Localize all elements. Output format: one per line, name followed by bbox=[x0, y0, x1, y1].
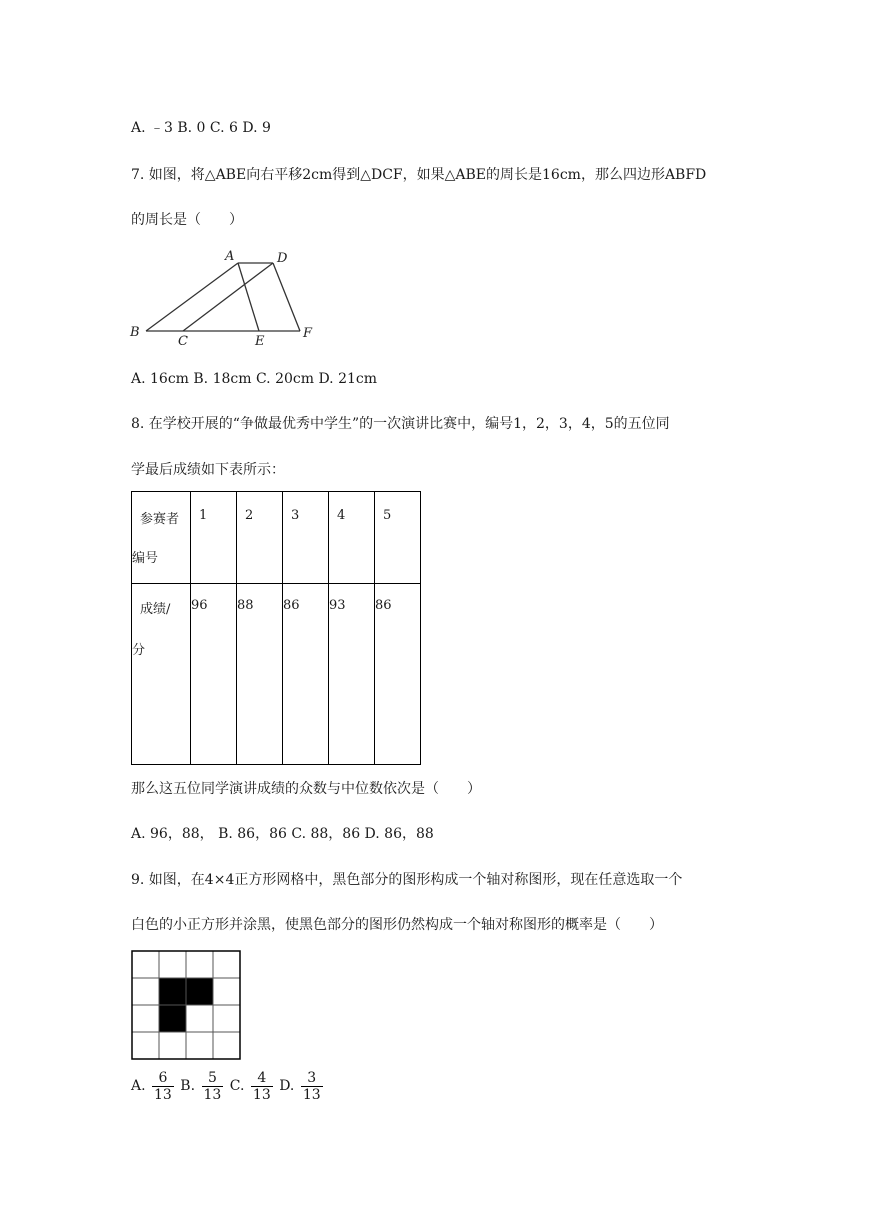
label-B: B bbox=[130, 325, 140, 340]
grid-cell-white bbox=[213, 978, 240, 1005]
fraction-denominator: 13 bbox=[203, 1086, 222, 1103]
option-letter: B. bbox=[180, 1078, 196, 1094]
table-cell: 86 bbox=[283, 598, 300, 613]
q8-text-line1: 8. 在学校开展的“争做最优秀中学生”的一次演讲比赛中，编号1，2，3，4，5的五位同 bbox=[131, 416, 670, 432]
q9-option-c bbox=[230, 1066, 275, 1106]
q8-text-line2: 学最后成绩如下表所示： bbox=[131, 462, 285, 478]
grid-cell-white bbox=[213, 1005, 240, 1032]
q7-text-line1: 7. 如图，将△ABE向右平移2cm得到△DCF，如果△ABE的周长是16cm，那么四边形ABFD bbox=[131, 167, 707, 183]
grid-cell-white bbox=[213, 951, 240, 978]
fraction-numerator: 3 bbox=[301, 1070, 323, 1087]
label-A: A bbox=[225, 249, 235, 264]
fraction bbox=[202, 1070, 224, 1103]
grid-cell-white bbox=[132, 951, 159, 978]
q8-options: A. 96，88， B. 86，86 C. 88，86 D. 86，88 bbox=[131, 826, 434, 842]
grid-cell-white bbox=[186, 951, 213, 978]
grid-cell-white bbox=[132, 1032, 159, 1059]
option-letter: D. bbox=[279, 1078, 295, 1094]
q8-score-table bbox=[131, 491, 421, 765]
table-cell: 96 bbox=[191, 598, 208, 613]
q9-option-d bbox=[279, 1066, 324, 1106]
grid-cell-white bbox=[186, 1032, 213, 1059]
q9-text-line2: 白色的小正方形并涂黑，使黑色部分的图形仍然构成一个轴对称图形的概率是（ ） bbox=[131, 917, 663, 933]
grid-cell-white bbox=[132, 978, 159, 1005]
fraction-numerator: 6 bbox=[152, 1070, 174, 1087]
fraction bbox=[301, 1070, 323, 1103]
table-cell: 5 bbox=[383, 508, 392, 523]
q9-option-b bbox=[180, 1066, 225, 1106]
q7-options: A. 16cm B. 18cm C. 20cm D. 21cm bbox=[131, 371, 378, 387]
header-score: 成绩/ bbox=[140, 602, 171, 617]
fraction-denominator: 13 bbox=[154, 1086, 172, 1103]
q7-text-line2: 的周长是（ ） bbox=[131, 212, 243, 228]
label-E: E bbox=[255, 334, 265, 348]
q9-grid-figure bbox=[131, 950, 241, 1060]
table-header-cell bbox=[132, 584, 191, 765]
label-D: D bbox=[277, 251, 288, 266]
grid-cell-white bbox=[159, 1032, 186, 1059]
fraction bbox=[152, 1070, 174, 1103]
fraction-denominator: 13 bbox=[302, 1086, 321, 1103]
header-unit: 分 bbox=[132, 643, 146, 658]
header-participant: 参赛者 bbox=[140, 512, 180, 527]
q9-options bbox=[131, 1066, 325, 1106]
grid-cell-white bbox=[159, 951, 186, 978]
q9-text-line1: 9. 如图，在4×4正方形网格中，黑色部分的图形构成一个轴对称图形，现在任意选取一个 bbox=[131, 872, 683, 888]
grid-cell-black bbox=[186, 978, 213, 1005]
table-cell: 1 bbox=[199, 508, 208, 523]
table-row bbox=[132, 584, 421, 765]
q7-translation-figure bbox=[128, 246, 318, 348]
grid-cell-black bbox=[159, 1005, 186, 1032]
table-header-cell bbox=[132, 492, 191, 584]
table-cell: 2 bbox=[245, 508, 254, 523]
grid-cell-white bbox=[213, 1032, 240, 1059]
table-cell: 86 bbox=[375, 598, 392, 613]
table-cell: 3 bbox=[291, 508, 300, 523]
table-cell: 4 bbox=[337, 508, 346, 523]
fraction-numerator: 5 bbox=[202, 1070, 224, 1087]
table-row bbox=[132, 492, 421, 584]
q9-option-a bbox=[131, 1066, 176, 1106]
q6-options: A. ﹣3 B. 0 C. 6 D. 9 bbox=[131, 120, 271, 136]
option-letter: A. bbox=[131, 1078, 146, 1094]
header-id: 编号 bbox=[132, 551, 159, 566]
table-cell: 93 bbox=[329, 598, 346, 613]
table-cell: 88 bbox=[237, 598, 254, 613]
grid-cell-white bbox=[186, 1005, 213, 1032]
grid-cell-white bbox=[132, 1005, 159, 1032]
q8-question: 那么这五位同学演讲成绩的众数与中位数依次是（ ） bbox=[131, 781, 481, 797]
fraction-numerator: 4 bbox=[251, 1070, 273, 1087]
fraction-denominator: 13 bbox=[252, 1086, 271, 1103]
label-C: C bbox=[178, 334, 188, 348]
option-letter: C. bbox=[229, 1078, 245, 1094]
grid-cell-black bbox=[159, 978, 186, 1005]
fraction bbox=[251, 1070, 273, 1103]
label-F: F bbox=[303, 326, 313, 341]
